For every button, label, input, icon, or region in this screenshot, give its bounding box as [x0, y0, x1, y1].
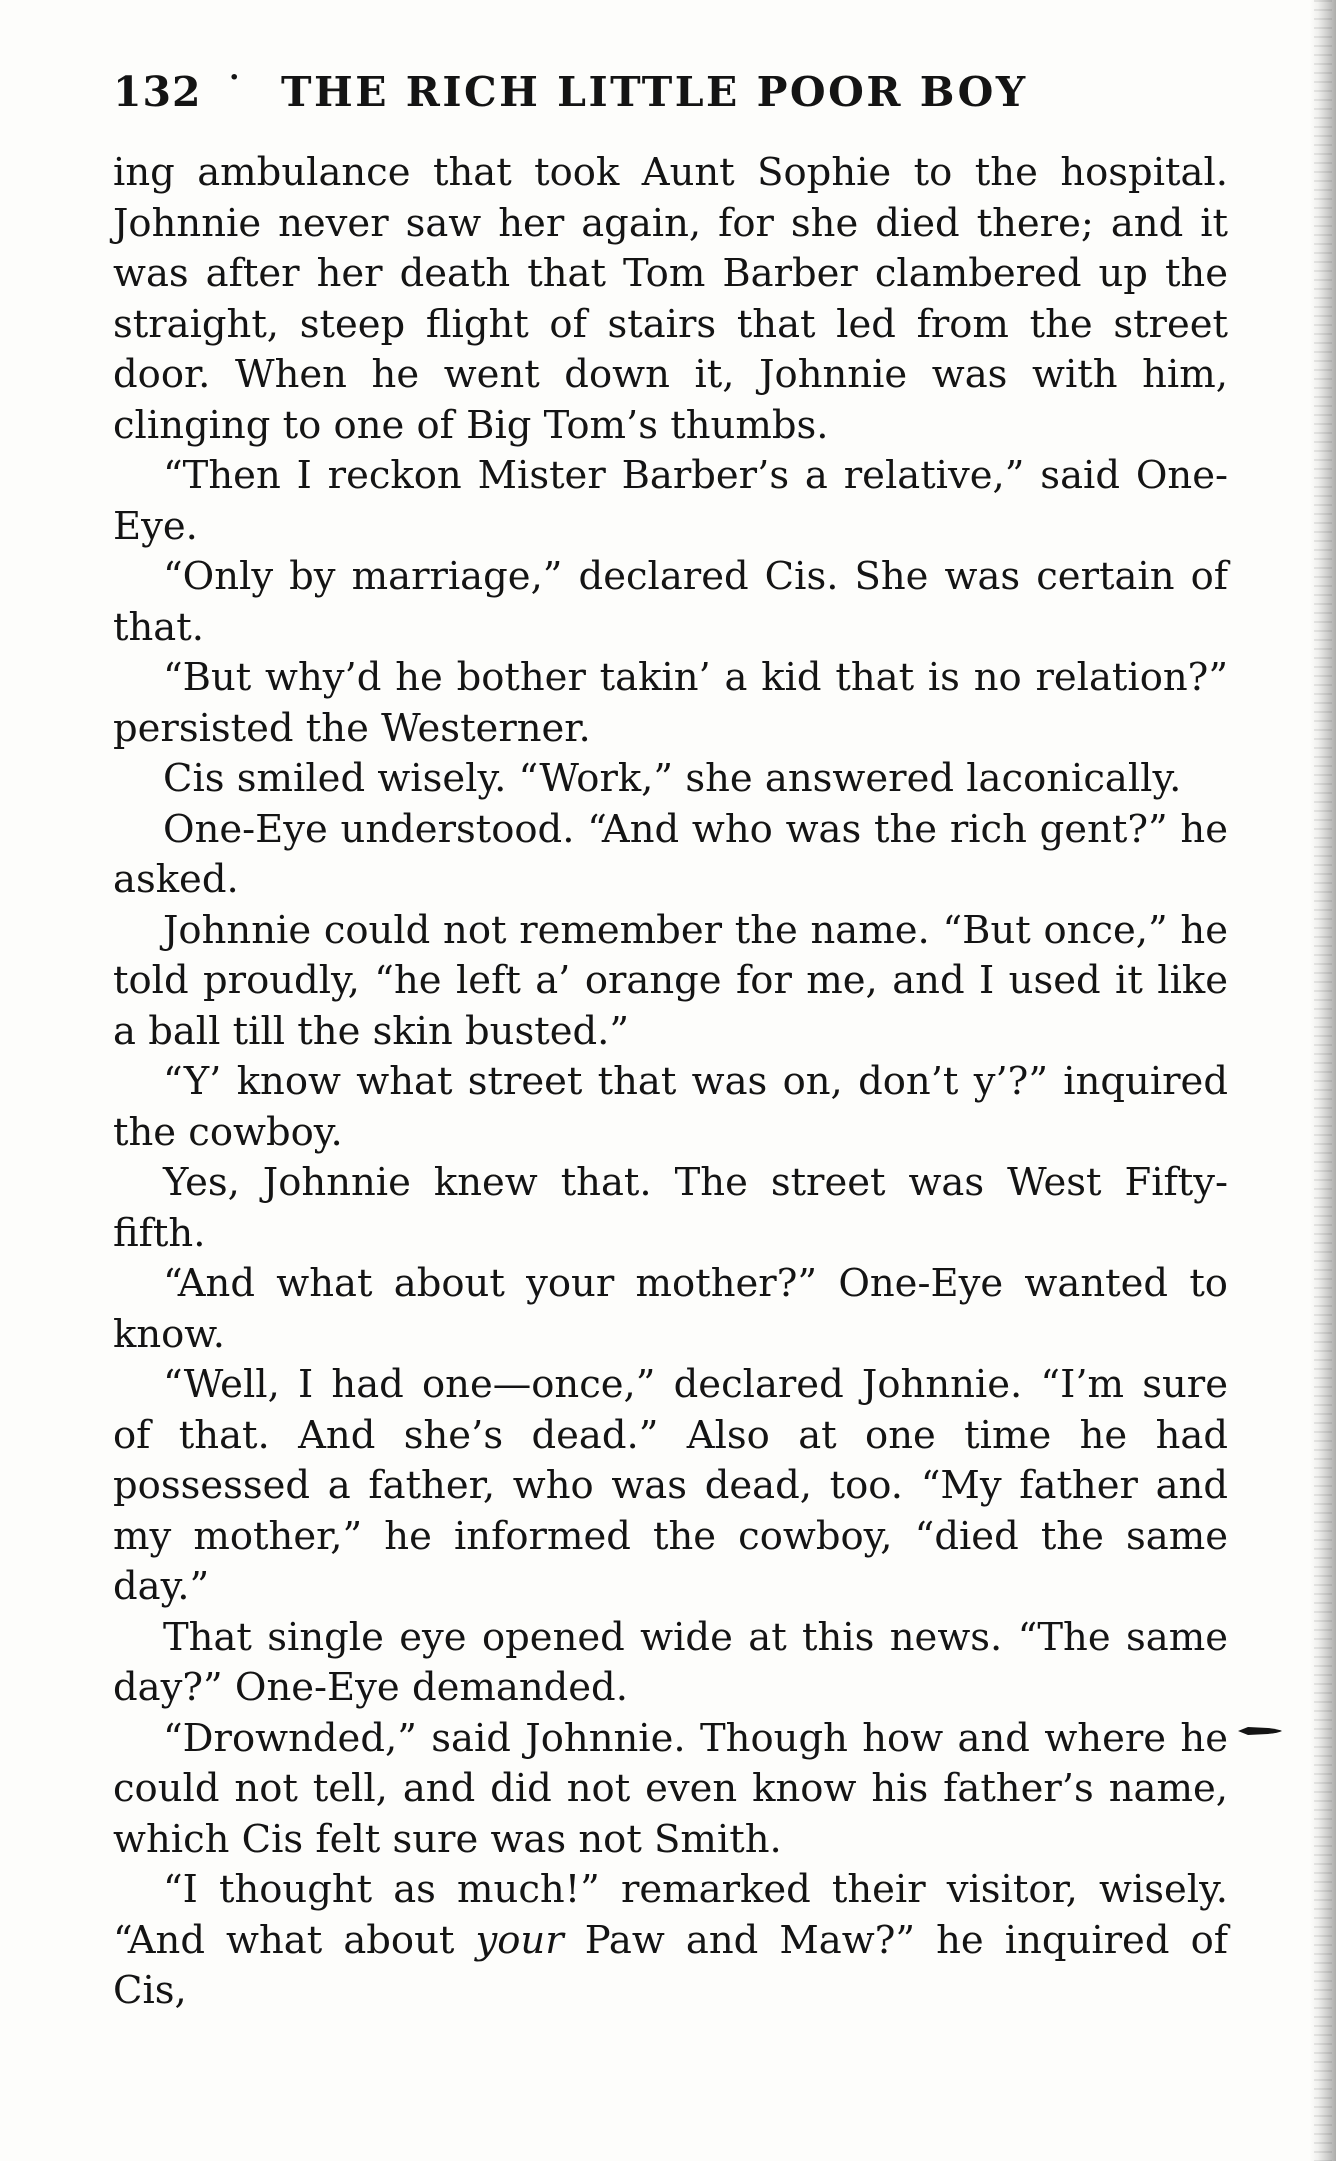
paragraph: “Y’ know what street that was on, don’t y’?” inquired the cowboy. — [113, 1059, 1228, 1155]
paragraph: “And what about your mother?” One-Eye wanted to know. — [113, 1261, 1228, 1357]
paragraph: One-Eye understood. “And who was the rich gent?” he asked. — [113, 806, 1228, 902]
page-edge-texture — [1314, 0, 1332, 2161]
paragraph: “Only by marriage,” declared Cis. She was certain of that. — [113, 554, 1228, 650]
italic-word: your — [475, 1917, 564, 1963]
paragraph: “But why’d he bother takin’ a kid that is no relation?” persisted the Westerner. — [113, 655, 1228, 751]
header-bullet: · — [229, 60, 241, 95]
paragraph: “Drownded,” said Johnnie. Though how and where he could not tell, and did not even know his father’s name, which Cis felt sure was not Smith. — [113, 1715, 1228, 1862]
running-title: THE RICH LITTLE POOR BOY — [281, 68, 1028, 116]
paragraph: Yes, Johnnie knew that. The street was West Fifty-fifth. — [113, 1160, 1228, 1256]
paragraph: Cis smiled wisely. “Work,” she answered laconically. — [163, 756, 1182, 801]
page-number: 132 — [113, 68, 202, 116]
paragraph: ing ambulance that took Aunt Sophie to the hospital. Johnnie never saw her again, for she died there; and it was after her death that Tom Barber clambered up the straight, steep flight of stairs that led from the street door. When he went down it, Johnnie was with him, clinging to one of Big Tom’s thumbs. — [113, 150, 1228, 448]
paragraph: That single eye opened wide at this news. “The same day?” One-Eye demanded. — [113, 1614, 1228, 1710]
paragraph: “Well, I had one—once,” declared Johnnie. “I’m sure of that. And she’s dead.” Also at one time he had possessed a father, who was dead, too. “My father and my mother,” he informed the cowboy, “died the same day.” — [113, 1362, 1228, 1609]
paragraph-text: “I thought as much!” remarked their visitor, wisely. “And what about — [113, 1867, 1228, 1963]
running-header — [113, 60, 1228, 120]
paragraph: “Then I reckon Mister Barber’s a relative,” said One-Eye. — [113, 453, 1228, 549]
body-text — [113, 148, 1228, 2017]
paragraph: Johnnie could not remember the name. “But once,” he told proudly, “he left a’ orange for me, and I used it like a ball till the skin busted.” — [113, 907, 1228, 1054]
pointer-mark-icon — [1238, 1725, 1282, 1737]
paragraph — [113, 1865, 1228, 2017]
paragraph-text: Paw and Maw?” he inquired of Cis, — [113, 1917, 1228, 2013]
